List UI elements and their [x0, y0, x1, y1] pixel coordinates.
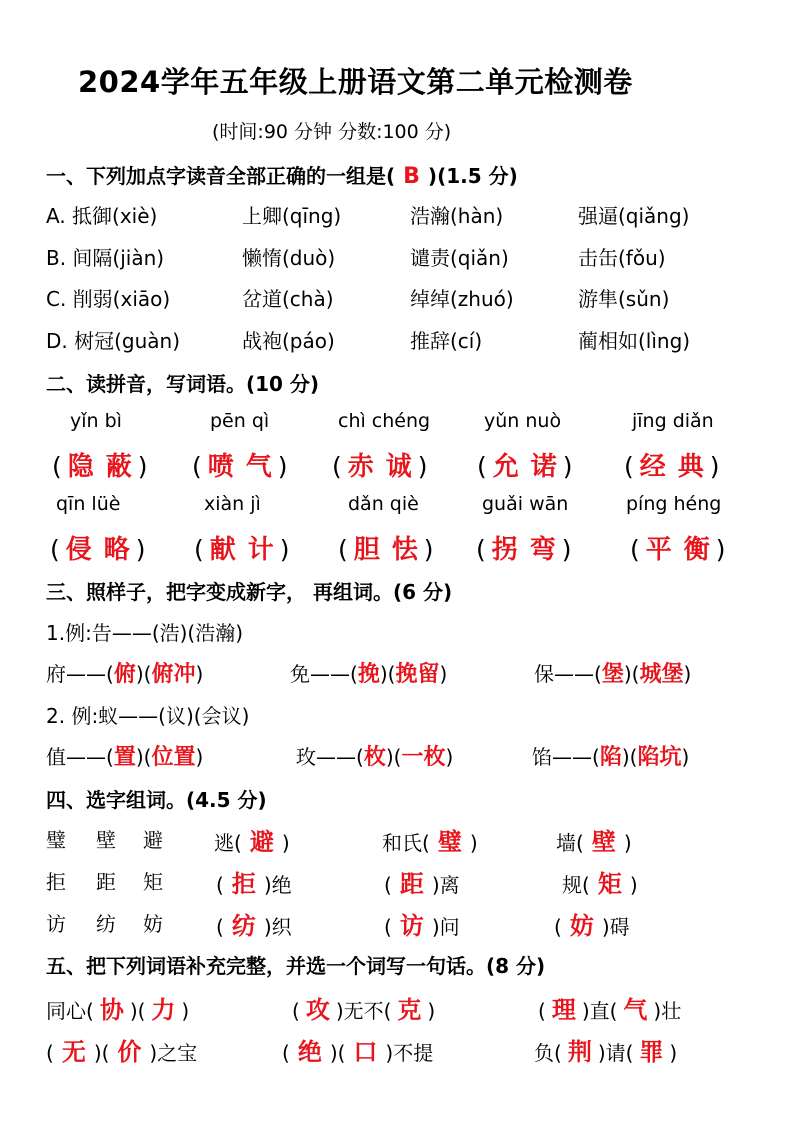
- pinyin: chì chéng: [338, 410, 431, 432]
- pinyin: guǎi wān: [482, 493, 569, 515]
- option-d-4: 蔺相如(lìng): [578, 329, 691, 353]
- word-answer: ( 拐 弯 ): [476, 535, 572, 565]
- fill-post: )绝: [263, 873, 292, 897]
- answer-word: 俯冲: [151, 662, 196, 687]
- idiom-text: )请(: [597, 1041, 634, 1065]
- answer-char: 壁: [591, 828, 616, 856]
- pinyin: yǔn nuò: [484, 410, 562, 432]
- radical-item: [290, 657, 447, 688]
- answer-char: 隐: [67, 452, 94, 482]
- answer-char: 献: [209, 535, 236, 565]
- answer-char: 访: [399, 912, 424, 940]
- answer-char: 允: [492, 452, 519, 482]
- pinyin: xiàn jì: [204, 493, 261, 515]
- fill-pre: 和氏(: [382, 831, 430, 855]
- fill-item: [214, 822, 290, 857]
- word-answer: ( 经 典 ): [624, 452, 720, 482]
- answer-char: 诺: [530, 452, 557, 482]
- idiom-text: 负(: [534, 1041, 562, 1065]
- item-end: ): [195, 662, 204, 686]
- item-end: ): [445, 745, 454, 769]
- answer-char: 距: [399, 870, 424, 898]
- choice-char: 璧: [46, 828, 66, 852]
- item-base: 馅——(: [532, 745, 600, 769]
- answer-char: 赤: [347, 452, 374, 482]
- fill-post: ): [469, 831, 478, 855]
- answer-char: 璧: [437, 828, 462, 856]
- pinyin: pēn qì: [210, 410, 270, 432]
- answer-char: 荆: [567, 1038, 592, 1066]
- pinyin: jīng diǎn: [632, 410, 714, 432]
- choice-char: 访: [46, 912, 66, 936]
- answer-char: 侵: [65, 535, 92, 565]
- item-sep: )(: [385, 745, 402, 769]
- answer-char: 克: [397, 996, 422, 1024]
- fill-post: ): [281, 831, 290, 855]
- choice-char: 拒: [46, 870, 66, 894]
- example-2: 2. 例:蚁——(议)(会议): [46, 704, 250, 728]
- pinyin: dǎn qiè: [348, 493, 419, 515]
- idiom-text: (: [46, 1041, 54, 1065]
- fill-pre: (: [216, 873, 224, 897]
- section-1-answer: B: [403, 164, 420, 189]
- answer-char: 喷: [207, 452, 234, 482]
- answer-word: 挽留: [395, 662, 440, 687]
- idiom-text: )(: [93, 1041, 110, 1065]
- option-c-3: 绰绰(zhuó): [410, 287, 514, 311]
- fill-post: ): [629, 873, 638, 897]
- answer-char: 气: [623, 996, 648, 1024]
- answer-char: 避: [249, 828, 274, 856]
- word-answer: ( 平 衡 ): [630, 535, 726, 565]
- idiom: [46, 990, 189, 1025]
- answer-word: 城堡: [639, 662, 684, 687]
- fill-item: [216, 906, 292, 941]
- fill-item: [556, 822, 632, 857]
- idiom: [534, 1032, 677, 1067]
- answer-char: 平: [645, 535, 672, 565]
- choice-char: 妨: [143, 912, 163, 936]
- option-d-2: 战袍(páo): [242, 329, 335, 353]
- answer-char: 无: [61, 1038, 86, 1066]
- answer-char: 拒: [231, 870, 256, 898]
- section-5-heading: 五、把下列词语补充完整，并选一个词写一句话。(8 分): [46, 954, 546, 978]
- idiom-text: (: [538, 999, 546, 1023]
- radical-item: [46, 657, 203, 688]
- item-end: ): [195, 745, 204, 769]
- answer-word: 陷坑: [637, 745, 682, 770]
- radical-item: [46, 740, 203, 771]
- choice-char: 距: [96, 870, 116, 894]
- answer-char: 协: [99, 996, 124, 1024]
- option-a-4: 强逼(qiǎng): [578, 204, 690, 228]
- pinyin: píng héng: [626, 493, 722, 515]
- choice-char: 纺: [96, 912, 116, 936]
- answer-char: 俯: [113, 662, 136, 687]
- fill-item: [554, 906, 630, 941]
- answer-word: 一枚: [401, 745, 446, 770]
- fill-pre: 规(: [562, 873, 590, 897]
- idiom-text: ): [181, 999, 190, 1023]
- answer-char: 攻: [305, 996, 330, 1024]
- fill-post: )碍: [601, 915, 630, 939]
- idiom-text: ): [427, 999, 436, 1023]
- fill-pre: (: [216, 915, 224, 939]
- word-answer: ( 隐 蔽 ): [52, 452, 148, 482]
- word-answer: ( 胆 怯 ): [338, 535, 434, 565]
- answer-char: 气: [245, 452, 272, 482]
- idiom: [292, 990, 435, 1025]
- idiom-text: )之宝: [149, 1041, 198, 1065]
- answer-char: 蔽: [105, 452, 132, 482]
- option-c-4: 游隼(sǔn): [578, 287, 670, 311]
- pinyin: qīn lüè: [56, 493, 121, 515]
- answer-char: 堡: [601, 662, 624, 687]
- idiom-text: )直(: [581, 999, 618, 1023]
- fill-item: [384, 906, 460, 941]
- answer-char: 矩: [597, 870, 622, 898]
- fill-item: [382, 822, 478, 857]
- answer-char: 典: [677, 452, 704, 482]
- choice-char: 矩: [143, 870, 163, 894]
- option-b-3: 谴责(qiǎn): [410, 246, 509, 270]
- choice-char: 避: [143, 828, 163, 852]
- idiom-text: )壮: [653, 999, 682, 1023]
- radical-item: [534, 657, 691, 688]
- item-base: 免——(: [290, 662, 358, 686]
- fill-item: [216, 864, 292, 899]
- answer-char: 妨: [569, 912, 594, 940]
- idiom: [282, 1032, 433, 1067]
- fill-item: [562, 864, 638, 899]
- answer-char: 枚: [363, 745, 386, 770]
- section-1-heading: [46, 160, 518, 189]
- radical-item: [296, 740, 453, 771]
- answer-char: 口: [353, 1038, 378, 1066]
- answer-char: 拐: [491, 535, 518, 565]
- idiom-text: 同心(: [46, 999, 94, 1023]
- answer-char: 罪: [639, 1038, 664, 1066]
- idiom: [46, 1032, 197, 1067]
- example-1: 1.例:告——(浩)(浩瀚): [46, 621, 244, 645]
- answer-char: 理: [551, 996, 576, 1024]
- section-4-heading: 四、选字组词。(4.5 分): [46, 788, 267, 812]
- answer-char: 怯: [391, 535, 418, 565]
- item-base: 府——(: [46, 662, 114, 686]
- item-sep: )(: [135, 745, 152, 769]
- choice-char: 壁: [96, 828, 116, 852]
- fill-post: )问: [431, 915, 460, 939]
- section-1-heading-a: 一、下列加点字读音全部正确的一组是(: [46, 164, 396, 188]
- idiom-text: )(: [129, 999, 146, 1023]
- answer-char: 胆: [353, 535, 380, 565]
- answer-char: 纺: [231, 912, 256, 940]
- fill-post: )织: [263, 915, 292, 939]
- section-1-heading-b: )(1.5 分): [427, 164, 518, 188]
- idiom-text: )无不(: [335, 999, 392, 1023]
- option-b-2: 懒惰(duò): [242, 246, 336, 270]
- answer-char: 衡: [683, 535, 710, 565]
- option-a-3: 浩瀚(hàn): [410, 204, 504, 228]
- word-answer: ( 喷 气 ): [192, 452, 288, 482]
- option-d-1: D. 树冠(guàn): [46, 329, 181, 353]
- item-end: ): [681, 745, 690, 769]
- page-title: 2024学年五年级上册语文第二单元检测卷: [78, 65, 633, 99]
- section-3-heading: 三、照样子，把字变成新字， 再组词。(6 分): [46, 580, 453, 604]
- section-2-heading: 二、读拼音，写词语。(10 分): [46, 372, 320, 396]
- answer-char: 挽: [357, 662, 380, 687]
- word-answer: ( 侵 略 ): [50, 535, 146, 565]
- option-c-1: C. 削弱(xiāo): [46, 287, 171, 311]
- fill-post: ): [623, 831, 632, 855]
- item-sep: )(: [135, 662, 152, 686]
- answer-word: 位置: [151, 745, 196, 770]
- answer-char: 置: [113, 745, 136, 770]
- item-base: 玫——(: [296, 745, 364, 769]
- answer-char: 经: [639, 452, 666, 482]
- fill-pre: (: [384, 873, 392, 897]
- answer-char: 绝: [297, 1038, 322, 1066]
- item-base: 保——(: [534, 662, 602, 686]
- fill-pre: (: [384, 915, 392, 939]
- exam-info: (时间:90 分钟 分数:100 分): [212, 121, 452, 143]
- item-base: 值——(: [46, 745, 114, 769]
- idiom-text: (: [292, 999, 300, 1023]
- answer-char: 陷: [599, 745, 622, 770]
- item-sep: )(: [379, 662, 396, 686]
- answer-char: 弯: [529, 535, 556, 565]
- radical-item: [532, 740, 689, 771]
- answer-char: 诚: [385, 452, 412, 482]
- option-b-1: B. 间隔(jiàn): [46, 246, 165, 270]
- idiom-text: )不提: [385, 1041, 434, 1065]
- item-sep: )(: [621, 745, 638, 769]
- pinyin: yǐn bì: [70, 410, 122, 432]
- fill-pre: 墙(: [556, 831, 584, 855]
- fill-pre: 逃(: [214, 831, 242, 855]
- answer-char: 价: [117, 1038, 142, 1066]
- item-sep: )(: [623, 662, 640, 686]
- fill-pre: (: [554, 915, 562, 939]
- option-c-2: 岔道(chà): [242, 287, 334, 311]
- fill-item: [384, 864, 460, 899]
- idiom-text: (: [282, 1041, 290, 1065]
- item-end: ): [439, 662, 448, 686]
- word-answer: ( 允 诺 ): [477, 452, 573, 482]
- answer-char: 略: [103, 535, 130, 565]
- idiom: [538, 990, 681, 1025]
- word-answer: ( 献 计 ): [194, 535, 290, 565]
- answer-char: 力: [151, 996, 176, 1024]
- idiom-text: ): [669, 1041, 678, 1065]
- option-a-2: 上卿(qīng): [242, 204, 342, 228]
- option-d-3: 推辞(cí): [410, 329, 483, 353]
- word-answer: ( 赤 诚 ): [332, 452, 428, 482]
- idiom-text: )(: [329, 1041, 346, 1065]
- answer-char: 计: [247, 535, 274, 565]
- fill-post: )离: [431, 873, 460, 897]
- item-end: ): [683, 662, 692, 686]
- option-b-4: 击缶(fǒu): [578, 246, 666, 270]
- option-a-1: A. 抵御(xiè): [46, 204, 158, 228]
